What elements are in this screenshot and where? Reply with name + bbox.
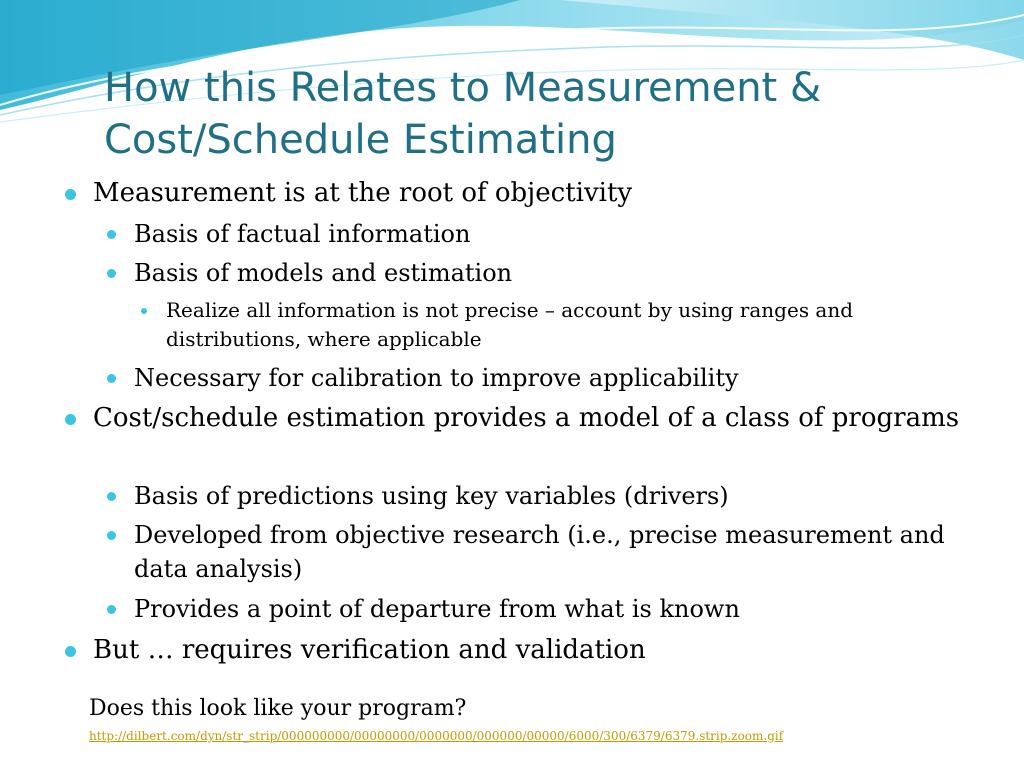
bullet-dot-icon (141, 308, 147, 314)
bullet-objective-research (134, 518, 984, 586)
bullet-text: Basis of models and estimation (134, 259, 513, 287)
dilbert-strip-link[interactable]: http://dilbert.com/dyn/str_strip/000000000/00000000/0000000/000000/00000/6000/300/6379/6379.strip.zoom.gif (89, 729, 784, 743)
footer-question: Does this look like your program? (89, 696, 467, 721)
bullet-dot-icon (107, 374, 116, 383)
bullet-models-estimation (134, 256, 984, 290)
bullet-verification-validation (93, 632, 973, 668)
bullet-dot-icon (107, 230, 116, 239)
bullet-dot-icon (107, 531, 116, 540)
bullet-text: Basis of predictions using key variables (drivers) (134, 482, 729, 510)
bullet-information-not-precise (166, 296, 966, 354)
bullet-dot-icon (107, 269, 116, 278)
bullet-dot-icon (107, 492, 116, 501)
bullet-calibration (134, 361, 984, 395)
bullet-cost-schedule-model (93, 400, 973, 436)
bullet-text: Measurement is at the root of objectivity (93, 178, 633, 208)
bullet-text: Developed from objective research (i.e., precise measurement and data analysis) (134, 521, 945, 583)
bullet-dot-icon (107, 605, 116, 614)
slide-title-line-2: Cost/Schedule Estimating (104, 117, 617, 163)
slide-title-line-1: How this Relates to Measurement & (104, 65, 822, 111)
bullet-measurement-root (93, 175, 973, 211)
bullet-text: Cost/schedule estimation provides a model of a class of programs (93, 403, 960, 433)
bullet-predictions-drivers (134, 479, 984, 513)
bullet-dot-icon (65, 646, 76, 657)
bullet-dot-icon (65, 414, 76, 425)
bullet-text: But … requires verification and validation (93, 635, 646, 665)
bullet-point-of-departure (134, 592, 984, 626)
bullet-text: Basis of factual information (134, 220, 471, 248)
bullet-text: Realize all information is not precise – account by using ranges and distributions, where applicable (166, 298, 854, 351)
bullet-text: Provides a point of departure from what is known (134, 595, 740, 623)
bullet-dot-icon (65, 189, 76, 200)
bullet-factual-information (134, 217, 984, 251)
bullet-text: Necessary for calibration to improve applicability (134, 364, 739, 392)
